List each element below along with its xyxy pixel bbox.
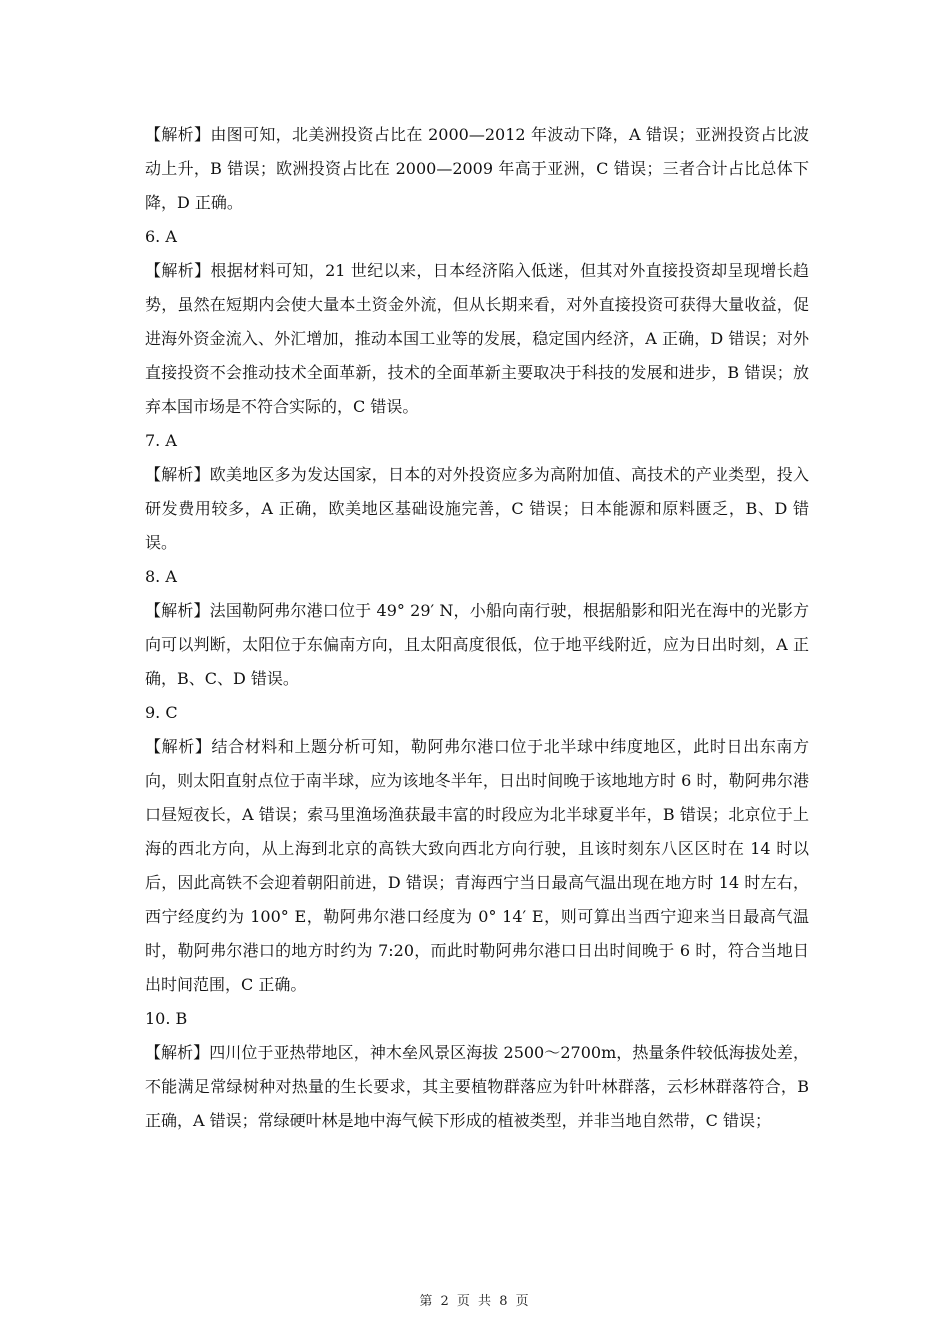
answer-q6: 6. A — [145, 227, 177, 246]
answer-q7: 7. A — [145, 431, 177, 450]
answer-q8: 8. A — [145, 567, 177, 586]
analysis-q10: 【解析】四川位于亚热带地区，神木垒风景区海拔 2500～2700m，热量条件较低海拔处差，不能满足常绿树种对热量的生长要求，其主要植物群落应为针叶林群落，云杉林群落符合，B 正确，A 错误；常绿硬叶林是地中海气候下形成的植被类型，并非当地自然带，C 错误； — [145, 1043, 809, 1130]
analysis-q8: 【解析】法国勒阿弗尔港口位于 49° 29′ N，小船向南行驶，根据船影和阳光在海中的光影方向可以判断，太阳位于东偏南方向，且太阳高度很低，位于地平线附近，应为日出时刻，A 正确，B、C、D 错误。 — [145, 601, 809, 688]
analysis-q9: 【解析】结合材料和上题分析可知，勒阿弗尔港口位于北半球中纬度地区，此时日出东南方向，则太阳直射点位于南半球，应为该地冬半年，日出时间晚于该地地方时 6 时，勒阿弗尔港口昼短夜长，A 错误；索马里渔场渔获最丰富的时段应为北半球夏半年，B 错误；北京位于上海的西北方向，从上海到北京的高铁大致向西北方向行驶，且该时刻东八区区时在 14 时以后，因此高铁不会迎着朝阳前进，D 错误；青海西宁当日最高气温出现在地方时 14 时左右，西宁经度约为 100° E，勒阿弗尔港口经度为 0° 14′ E，则可算出当西宁迎来当日最高气温时，勒阿弗尔港口的地方时约为 7:20，而此时勒阿弗尔港口日出时间晚于 6 时，符合当地日出时间范围，C 正确。 — [145, 737, 809, 994]
page-footer: 第 2 页 共 8 页 — [419, 1294, 531, 1309]
document-body — [145, 118, 809, 1138]
analysis-q6: 【解析】根据材料可知，21 世纪以来，日本经济陷入低迷，但其对外直接投资却呈现增长趋势，虽然在短期内会使大量本土资金外流，但从长期来看，对外直接投资可获得大量收益，促进海外资金流入、外汇增加，推动本国工业等的发展，稳定国内经济，A 正确，D 错误；对外直接投资不会推动技术全面革新，技术的全面革新主要取决于科技的发展和进步，B 错误；放弃本国市场是不符合实际的，C 错误。 — [145, 261, 809, 416]
analysis-q7: 【解析】欧美地区多为发达国家，日本的对外投资应多为高附加值、高技术的产业类型，投入研发费用较多，A 正确，欧美地区基础设施完善，C 错误；日本能源和原料匮乏，B、D 错误。 — [145, 465, 809, 552]
analysis-q5: 【解析】由图可知，北美洲投资占比在 2000—2012 年波动下降，A 错误；亚洲投资占比波动上升，B 错误；欧洲投资占比在 2000—2009 年高于亚洲，C 错误；三者合计占比总体下降，D 正确。 — [145, 125, 809, 212]
answer-q9: 9. C — [145, 703, 178, 722]
answer-q10: 10. B — [145, 1009, 188, 1028]
